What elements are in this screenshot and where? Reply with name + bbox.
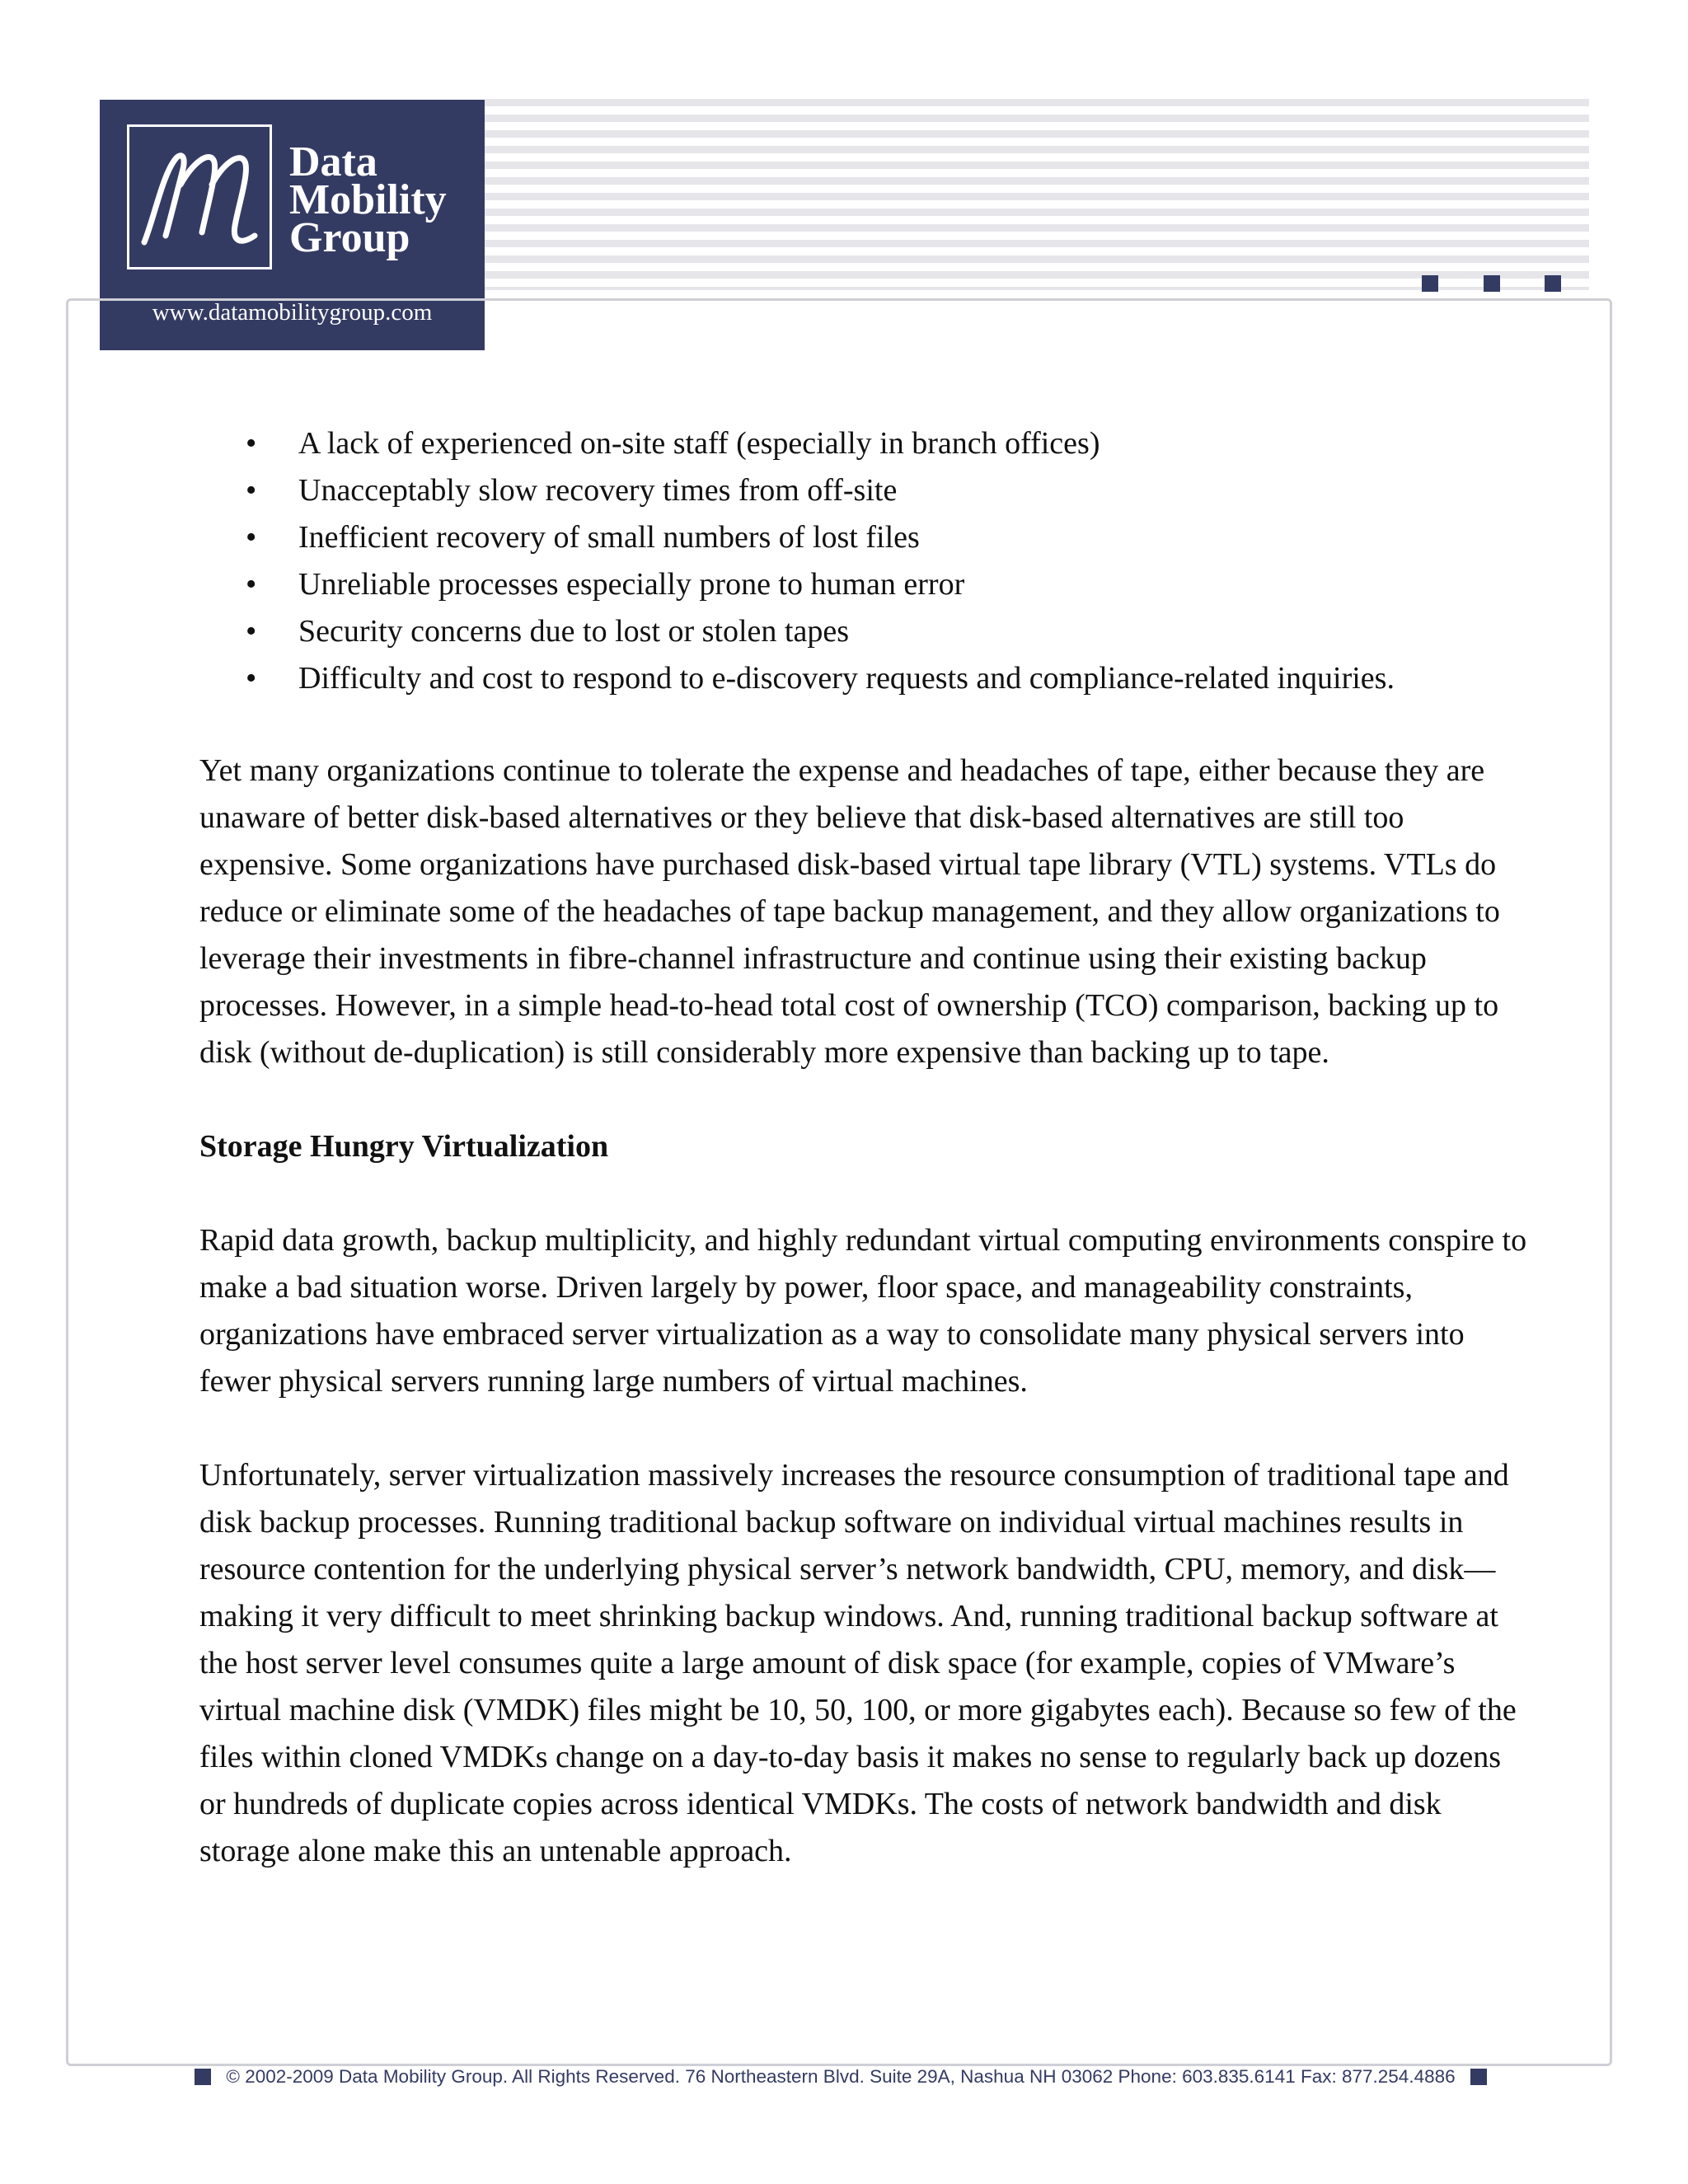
decorative-square bbox=[1545, 275, 1561, 292]
section-heading: Storage Hungry Virtualization bbox=[199, 1129, 609, 1164]
bullet-icon: • bbox=[246, 614, 257, 649]
page-footer bbox=[165, 2062, 1517, 2092]
list-item: • Inefficient recovery of small numbers of lost files bbox=[199, 514, 1535, 561]
footer-square-right bbox=[1470, 2069, 1487, 2085]
logo-monogram bbox=[127, 124, 272, 269]
bullet-list bbox=[199, 420, 1535, 702]
list-item: • Security concerns due to lost or stolen tapes bbox=[199, 608, 1535, 655]
paragraph-tape-tolerance: Yet many organizations continue to tolerate the expense and headaches of tape, either because they are unaware of better disk-based alternatives or they believe that disk-based alternatives are still too expensive. Some organizations have purchased disk-based virtual tape library (VTL) systems. VTLs do reduce or eliminate some of the headaches of tape backup management, and they allow organizations to leverage their investments in fibre-channel infrastructure and continue using their existing backup processes. However, in a simple head-to-head total cost of ownership (TCO) comparison, backing up to disk (without de-duplication) is still considerably more expensive than backing up to tape. bbox=[199, 753, 1500, 1070]
bullet-icon: • bbox=[246, 567, 257, 602]
decorative-square bbox=[1422, 275, 1438, 292]
bullet-icon: • bbox=[246, 473, 257, 508]
bullet-icon: • bbox=[246, 661, 257, 696]
list-item: • Unreliable processes especially prone to human error bbox=[199, 561, 1535, 608]
bullet-icon: • bbox=[246, 426, 257, 461]
document-body bbox=[199, 420, 1535, 1922]
bullet-icon: • bbox=[246, 520, 257, 555]
footer-square-left bbox=[195, 2069, 211, 2085]
list-item: • Difficulty and cost to respond to e-discovery requests and compliance-related inquiries. bbox=[199, 655, 1535, 702]
script-m-icon bbox=[129, 127, 270, 267]
list-item: • A lack of experienced on-site staff (especially in branch offices) bbox=[199, 420, 1535, 467]
decorative-square bbox=[1484, 275, 1500, 292]
logo-word-data: Data bbox=[289, 138, 377, 185]
paragraph-data-growth: Rapid data growth, backup multiplicity, and highly redundant virtual computing environments conspire to make a bad situation worse. Driven largely by power, floor space, and manageability constraints, organizations have embraced server virtualization as a way to consolidate many physical servers into fewer physical servers running large numbers of virtual machines. bbox=[199, 1223, 1527, 1399]
website-url: www.datamobilitygroup.com bbox=[152, 299, 433, 326]
logo-word-mobility: Mobility bbox=[289, 176, 447, 223]
paragraph-virtualization-cost: Unfortunately, server virtualization massively increases the resource consumption of traditional tape and disk backup processes. Running traditional backup software on individual virtual machines results in resource contention for the underlying physical server’s network bandwidth, CPU, memory, and disk—making it very difficult to meet shrinking backup windows. And, running traditional backup software at the host server level consumes quite a large amount of disk space (for example, copies of VMware’s virtual machine disk (VMDK) files might be 10, 50, 100, or more gigabytes each). Because so few of the files within cloned VMDKs change on a day-to-day basis it makes no sense to regularly back up dozens or hundreds of duplicate copies across identical VMDKs. The costs of network bandwidth and disk storage alone make this an untenable approach. bbox=[199, 1458, 1517, 1868]
footer-copyright: © 2002-2009 Data Mobility Group. All Rights Reserved. 76 Northeastern Blvd. Suite 29A, Nashua NH 03062 Phone: 603.835.6141 Fax: 877.254.4886 bbox=[226, 2066, 1456, 2087]
header-stripes bbox=[485, 99, 1589, 290]
logo-word-group: Group bbox=[289, 214, 410, 261]
list-item: • Unacceptably slow recovery times from off-site bbox=[199, 467, 1535, 514]
